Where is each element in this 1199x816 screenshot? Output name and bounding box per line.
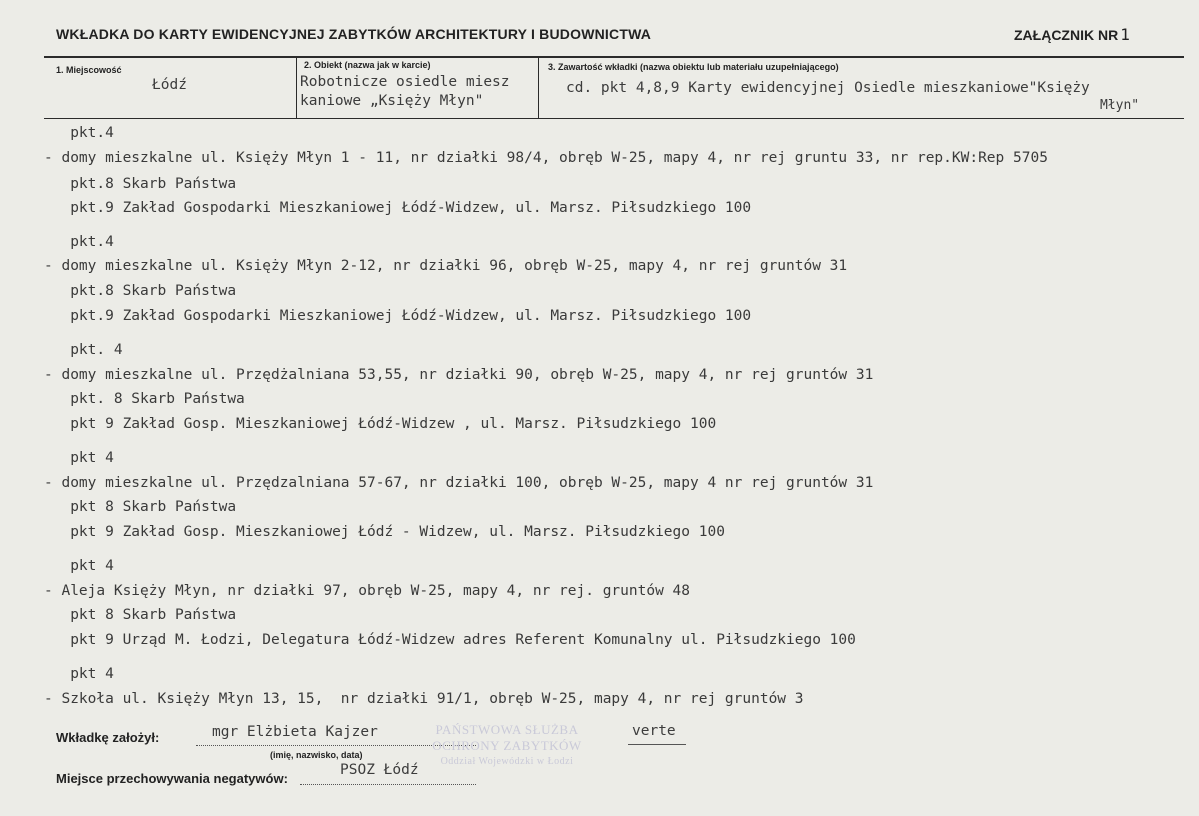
entry-line: pkt.4 [44, 234, 114, 250]
content-label: 3. Zawartość wkładki (nazwa obiektu lub materiału uzupełniającego) [548, 62, 839, 72]
annex-label [1014, 25, 1130, 44]
institution-stamp [416, 722, 598, 770]
entry-line: pkt 8 Skarb Państwa [44, 499, 237, 515]
entry-line: - Szkoła ul. Księży Młyn 13, 15, nr działki 91/1, obręb W-25, mapy 4, nr rej gruntów 3 [44, 691, 804, 707]
entry-line: pkt.4 [44, 125, 114, 141]
entry-line: pkt.8 Skarb Państwa [44, 176, 237, 192]
place-value: Łódź [152, 77, 187, 93]
author-value: mgr Elżbieta Kajzer [212, 724, 378, 740]
annex-label-text: ZAŁĄCZNIK NR [1014, 27, 1119, 43]
card-title: WKŁADKA DO KARTY EWIDENCYJNEJ ZABYTKÓW ARCHITEKTURY I BUDOWNICTWA [56, 26, 652, 42]
top-rule [44, 56, 1184, 58]
object-value-line2: kaniowe „Księży Młyn" [300, 93, 484, 109]
entry-line: pkt.9 Zakład Gospodarki Mieszkaniowej Łódź-Widzew, ul. Marsz. Piłsudzkiego 100 [44, 308, 752, 324]
content-value-line2: Młyn" [1100, 98, 1140, 113]
entry-line: pkt 4 [44, 450, 114, 466]
entry-line: pkt 9 Zakład Gosp. Mieszkaniowej Łódź-Widzew , ul. Marsz. Piłsudzkiego 100 [44, 416, 717, 432]
stamp-line-1: PAŃSTWOWA SŁUŻBA [435, 722, 579, 737]
entry-line: pkt 4 [44, 666, 114, 682]
place-label: 1. Miejscowość [56, 65, 122, 75]
field-divider-1 [296, 57, 297, 118]
field-divider-2 [538, 57, 539, 118]
entry-line: - domy mieszkalne ul. Przędzalniana 57-67, nr działki 100, obręb W-25, mapy 4 nr rej gruntów 31 [44, 475, 874, 491]
negatives-value: PSOZ Łódź [340, 762, 419, 778]
entry-line: pkt 8 Skarb Państwa [44, 607, 237, 623]
entry-line: pkt 9 Zakład Gosp. Mieszkaniowej Łódź - Widzew, ul. Marsz. Piłsudzkiego 100 [44, 524, 725, 540]
entry-line: pkt.8 Skarb Państwa [44, 283, 237, 299]
content-value-line1: cd. pkt 4,8,9 Karty ewidencyjnej Osiedle mieszkaniowe"Księży [566, 80, 1090, 96]
stamp-line-3: Oddział Wojewódzki w Łodzi [440, 756, 574, 767]
negatives-dotted-line [300, 784, 476, 785]
author-label: Wkładkę założył: [56, 730, 160, 745]
verte-note: verte [632, 723, 676, 739]
entry-line: pkt 4 [44, 558, 114, 574]
object-value-line1: Robotnicze osiedle miesz [300, 74, 510, 90]
author-hint: (imię, nazwisko, data) [270, 750, 363, 760]
entry-line: - Aleja Księży Młyn, nr działki 97, obręb W-25, mapy 4, nr rej. gruntów 48 [44, 583, 691, 599]
annex-number: 1 [1120, 25, 1130, 44]
fields-bottom-rule [44, 118, 1184, 119]
entry-line: pkt. 4 [44, 342, 123, 358]
negatives-label: Miejsce przechowywania negatywów: [56, 771, 288, 786]
entry-line: - domy mieszkalne ul. Księży Młyn 1 - 11, nr działki 98/4, obręb W-25, mapy 4, nr rej gruntu 33, nr rep.KW:Rep 5705 [44, 150, 1048, 166]
verte-underline [628, 744, 686, 745]
stamp-line-2: OCHRONY ZABYTKÓW [432, 738, 582, 753]
entry-line: pkt.9 Zakład Gospodarki Mieszkaniowej Łódź-Widzew, ul. Marsz. Piłsudzkiego 100 [44, 200, 752, 216]
entry-line: pkt 9 Urząd M. Łodzi, Delegatura Łódź-Widzew adres Referent Komunalny ul. Piłsudzkiego 100 [44, 632, 856, 648]
entry-line: pkt. 8 Skarb Państwa [44, 391, 245, 407]
entry-line: - domy mieszkalne ul. Księży Młyn 2-12, nr działki 96, obręb W-25, mapy 4, nr rej gruntów 31 [44, 258, 848, 274]
object-label: 2. Obiekt (nazwa jak w karcie) [304, 60, 431, 70]
entry-line: - domy mieszkalne ul. Przędżalniana 53,55, nr działki 90, obręb W-25, mapy 4, nr rej gruntów 31 [44, 367, 874, 383]
